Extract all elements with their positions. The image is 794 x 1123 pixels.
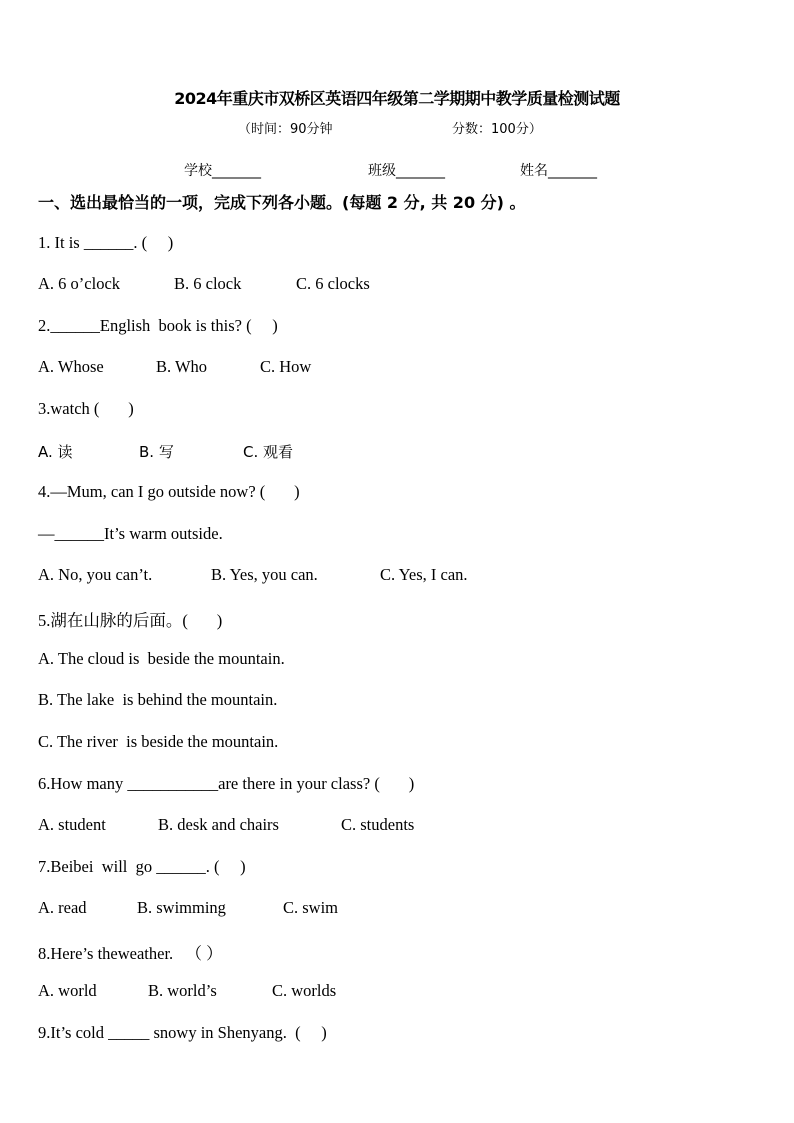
- option-b: B. 6 clock: [174, 274, 242, 293]
- question-2-options: [38, 357, 311, 377]
- question-3-stem: 3.watch ( ): [38, 399, 134, 418]
- option-b: B. desk and chairs: [158, 815, 279, 834]
- question-4-options: [38, 565, 468, 585]
- exam-score: 分数：100分）: [452, 122, 542, 137]
- question-7-options: [38, 898, 338, 918]
- question-5-option-b: B. The lake is behind the mountain.: [38, 690, 278, 709]
- option-a: A. No, you can’t.: [38, 565, 153, 584]
- option-a: A. 6 o’clock: [38, 274, 121, 293]
- school-field: 学校_______: [184, 163, 261, 179]
- exam-time: （时间：90分钟: [238, 122, 333, 137]
- option-a: A. world: [38, 981, 97, 1000]
- question-9-stem: 9.It’s cold _____ snowy in Shenyang. ( ): [38, 1023, 327, 1042]
- question-2-stem: 2.______English book is this? ( ): [38, 316, 278, 335]
- question-3-options: [38, 441, 293, 462]
- option-c: C. How: [260, 357, 312, 376]
- option-c: C. 观看: [243, 443, 294, 461]
- option-c: C. swim: [283, 898, 339, 917]
- question-6-stem: 6.How many ___________are there in your class? ( ): [38, 774, 415, 793]
- option-b: B. 写: [139, 443, 174, 461]
- question-4-stem: 4.—Mum, can I go outside now? ( ): [38, 482, 300, 501]
- section-heading: 一、选出最恰当的一项，完成下列各小题。(每题 2 分, 共 20 分) 。: [38, 193, 526, 212]
- question-5-option-a: A. The cloud is beside the mountain.: [38, 649, 285, 668]
- option-a: A. Whose: [38, 357, 104, 376]
- class-field: 班级_______: [368, 163, 445, 179]
- question-1-stem: 1. It is ______. ( ): [38, 233, 174, 252]
- option-a: A. read: [38, 898, 87, 917]
- question-8-options: [38, 981, 336, 1001]
- option-b: B. Who: [156, 357, 208, 376]
- question-6-options: [38, 815, 414, 835]
- option-a: A. 读: [38, 443, 73, 461]
- exam-title: 2024年重庆市双桥区英语四年级第二学期期中教学质量检测试题: [174, 89, 620, 108]
- question-7-stem: 7.Beibei will go ______. ( ): [38, 857, 246, 876]
- name-field: 姓名_______: [520, 163, 597, 179]
- question-8-stem: 8.Here’s theweather. （ ）: [38, 944, 223, 963]
- option-c: C. Yes, I can.: [380, 565, 468, 584]
- option-b: B. swimming: [137, 898, 226, 917]
- question-5-stem: 5.湖在山脉的后面。( ): [38, 611, 223, 630]
- option-b: B. Yes, you can.: [211, 565, 318, 584]
- question-5-option-c: C. The river is beside the mountain.: [38, 732, 279, 751]
- option-a: A. student: [38, 815, 106, 834]
- question-4-stem-reply: —______It’s warm outside.: [38, 524, 223, 543]
- option-b: B. world’s: [148, 981, 217, 1000]
- question-1-options: [38, 274, 370, 294]
- option-c: C. 6 clocks: [296, 274, 370, 293]
- option-c: C. worlds: [272, 981, 337, 1000]
- option-c: C. students: [341, 815, 415, 834]
